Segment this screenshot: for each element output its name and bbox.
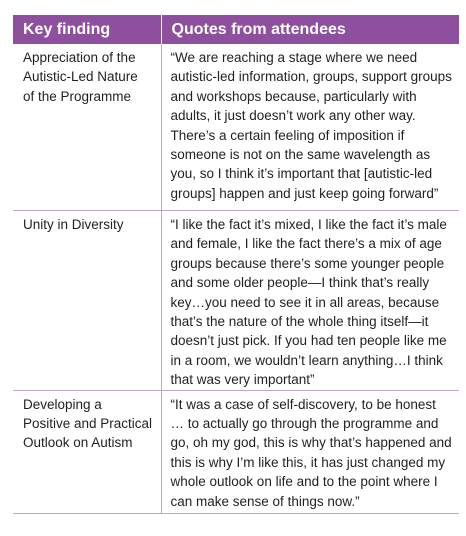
finding-cell: Appreciation of the Autistic-Led Nature of the Programme <box>13 44 161 211</box>
quote-cell: “We are reaching a stage where we need autistic-led information, groups, support groups and workshops because, particularly with adults, it just doesn’t work any other way. There’s a certain feeling of imposition if someone is not on the same wavelength as you, so I think it’s important that [autistic-led groups] happen and just keep going forward” <box>161 44 459 211</box>
table-body <box>13 44 459 513</box>
findings-table <box>13 15 459 514</box>
finding-cell: Unity in Diversity <box>13 211 161 391</box>
header-row <box>13 15 459 44</box>
header-quotes: Quotes from attendees <box>161 15 459 44</box>
table-row <box>13 211 459 391</box>
header-key-finding: Key finding <box>13 15 161 44</box>
table-row <box>13 44 459 211</box>
table-header <box>13 15 459 44</box>
quote-cell: “It was a case of self-discovery, to be honest … to actually go through the programme and go, oh my god, this is why that’s happened and this is why I’m like this, it has just changed my whole outlook on life and to the point where I can make sense of things now.” <box>161 390 459 513</box>
quote-cell: “I like the fact it’s mixed, I like the fact it’s male and female, I like the fact there’s a mix of age groups because there’s some younger people and some older people—I think that’s really key…you need to see it in all areas, because that’s the nature of the whole thing itself—it doesn’t just pick. If you had ten people like me in a room, we wouldn’t learn anything…I think that was very important” <box>161 211 459 391</box>
table-row <box>13 390 459 513</box>
finding-cell: Developing a Positive and Practical Outlook on Autism <box>13 390 161 513</box>
